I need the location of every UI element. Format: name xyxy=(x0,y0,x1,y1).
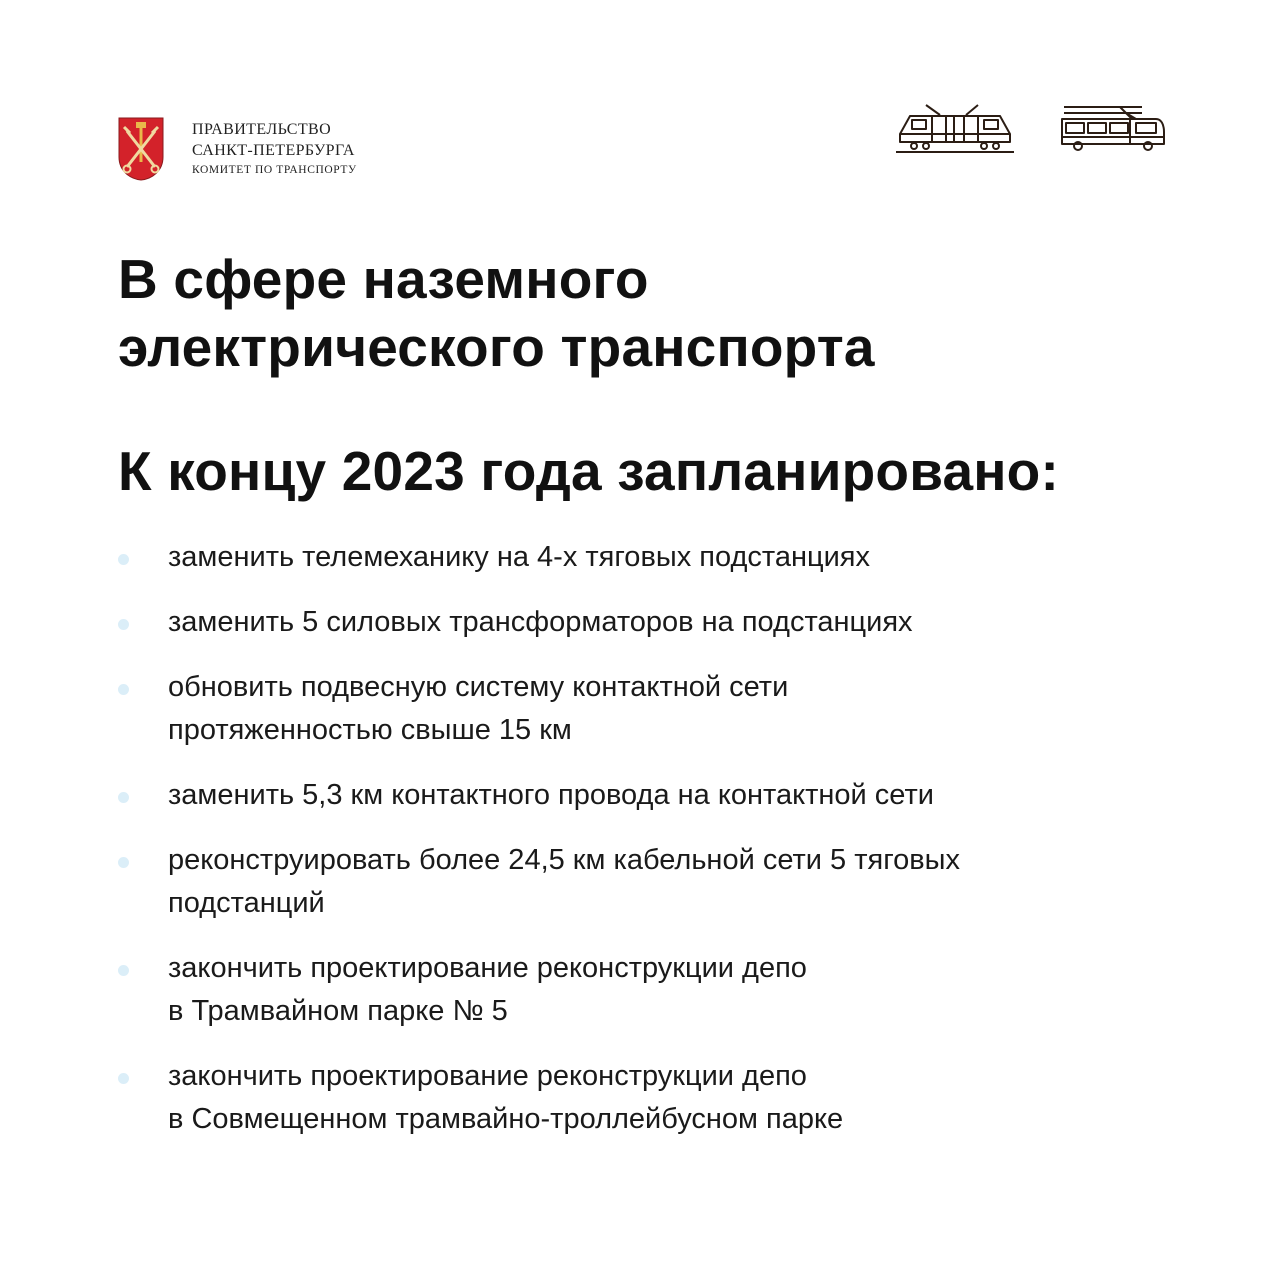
list-item-text: закончить проектирование реконструкции депо xyxy=(168,952,807,984)
list-item xyxy=(118,947,1168,1033)
coat-of-arms-icon xyxy=(118,117,164,181)
list-item-text: в Совмещенном трамвайно-троллейбусном парке xyxy=(168,1103,844,1135)
list-item xyxy=(118,839,1168,925)
org-name-line2: САНКТ-ПЕТЕРБУРГА xyxy=(192,142,355,159)
list-item-text: подстанций xyxy=(168,887,325,919)
list-item xyxy=(118,601,1168,644)
section-title xyxy=(118,245,875,381)
list-item-text: заменить 5 силовых трансформаторов на подстанциях xyxy=(168,606,913,638)
list-item xyxy=(118,666,1168,752)
list-item-text: заменить телемеханику на 4-х тяговых подстанциях xyxy=(168,541,870,573)
list-item-text: закончить проектирование реконструкции депо xyxy=(168,1060,807,1092)
plan-list xyxy=(118,536,1168,1141)
bullet-icon xyxy=(118,554,129,565)
trolleybus-icon xyxy=(1060,104,1166,156)
bullet-icon xyxy=(118,965,129,976)
list-item xyxy=(118,1055,1168,1141)
org-name-line1: ПРАВИТЕЛЬСТВО xyxy=(192,121,332,138)
list-item-text: протяженностью свыше 15 км xyxy=(168,714,572,746)
list-item xyxy=(118,774,1168,817)
org-committee-line: КОМИТЕТ ПО ТРАНСПОРТУ xyxy=(192,164,357,176)
list-item-text: реконструировать более 24,5 км кабельной сети 5 тяговых xyxy=(168,844,961,876)
list-item-text: в Трамвайном парке № 5 xyxy=(168,995,508,1027)
organization-name xyxy=(192,119,357,179)
bullet-icon xyxy=(118,792,129,803)
list-item-text: заменить 5,3 км контактного провода на контактной сети xyxy=(168,779,934,811)
bullet-icon xyxy=(118,684,129,695)
tram-icon xyxy=(896,104,1014,156)
bullet-icon xyxy=(118,1073,129,1084)
section-title-line2: электрического транспорта xyxy=(118,316,875,378)
bullet-icon xyxy=(118,857,129,868)
list-item-text: обновить подвесную систему контактной сети xyxy=(168,671,789,703)
plan-subtitle: К концу 2023 года запланировано: xyxy=(118,440,1059,502)
section-title-line1: В сфере наземного xyxy=(118,248,649,310)
header xyxy=(118,117,1168,187)
bullet-icon xyxy=(118,619,129,630)
list-item xyxy=(118,536,1168,579)
